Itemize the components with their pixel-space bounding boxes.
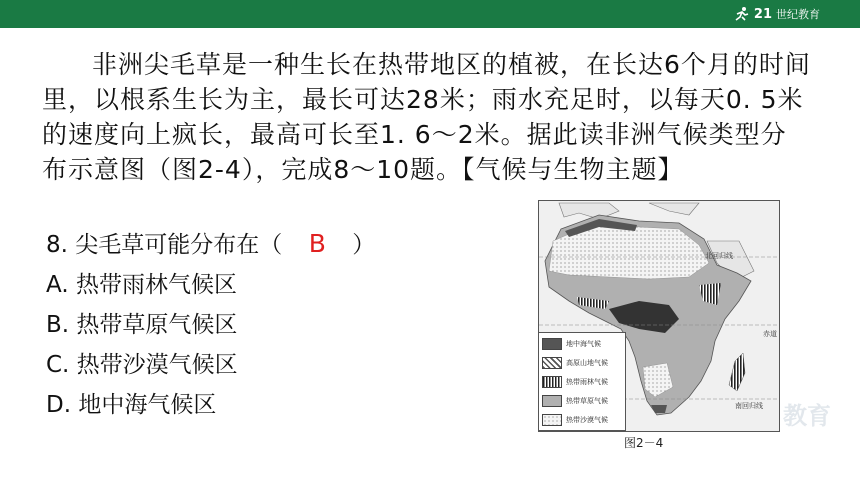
legend-label: 热带雨林气候 — [566, 377, 608, 386]
mediterranean-south — [651, 405, 667, 413]
runner-logo-icon — [734, 6, 750, 22]
legend-item — [539, 335, 625, 352]
legend-swatch — [542, 338, 562, 350]
passage-text: 非洲尖毛草是一种生长在热带地区的植被，在长达6个月的时间里，以根系生长为主，最长可达28米；雨水充足时，以每天0. 5米的速度向上疯长，最高可长至1. 6～2米。据此读非洲气候类型分布示意图（图2-4），完成8～10题。【气候与生物主题】 — [42, 50, 811, 184]
africa-climate-map — [534, 196, 782, 456]
label-tropic-south: 南回归线 — [735, 402, 763, 410]
legend-label: 地中海气候 — [566, 339, 601, 348]
map-legend — [538, 332, 626, 431]
legend-item — [539, 411, 625, 428]
question-stem — [46, 224, 375, 265]
europe-east-land — [649, 203, 699, 215]
legend-item — [539, 392, 625, 409]
label-tropic-north: 北回归线 — [705, 252, 733, 260]
watermark: 教育 — [783, 402, 831, 430]
question-8 — [46, 224, 375, 425]
legend-swatch — [542, 357, 562, 369]
label-equator: 赤道 — [763, 330, 777, 338]
reading-passage — [42, 47, 812, 187]
legend-label: 热带草原气候 — [566, 396, 608, 405]
logo-subtext: 世纪教育 — [776, 8, 820, 21]
answer-mark: B — [308, 229, 326, 258]
stem-suffix: ） — [352, 232, 376, 258]
option-b[interactable]: B. 热带草原气候区 — [46, 312, 238, 338]
stem-prefix: 8. 尖毛草可能分布在（ — [46, 232, 283, 258]
figure-caption: 图2－4 — [624, 436, 664, 450]
logo-text: 21 — [753, 6, 772, 22]
option-c[interactable]: C. 热带沙漠气候区 — [46, 352, 238, 378]
header-bar — [0, 0, 860, 28]
legend-swatch — [542, 414, 562, 426]
option-d[interactable]: D. 地中海气候区 — [46, 392, 217, 418]
madagascar — [729, 353, 745, 391]
legend-item — [539, 373, 625, 390]
site-logo — [734, 5, 820, 23]
legend-swatch — [542, 395, 562, 407]
legend-label: 热带沙漠气候 — [566, 415, 608, 424]
legend-swatch — [542, 376, 562, 388]
option-a[interactable]: A. 热带雨林气候区 — [46, 272, 237, 298]
legend-label: 高原山地气候 — [566, 358, 608, 367]
legend-item — [539, 354, 625, 371]
